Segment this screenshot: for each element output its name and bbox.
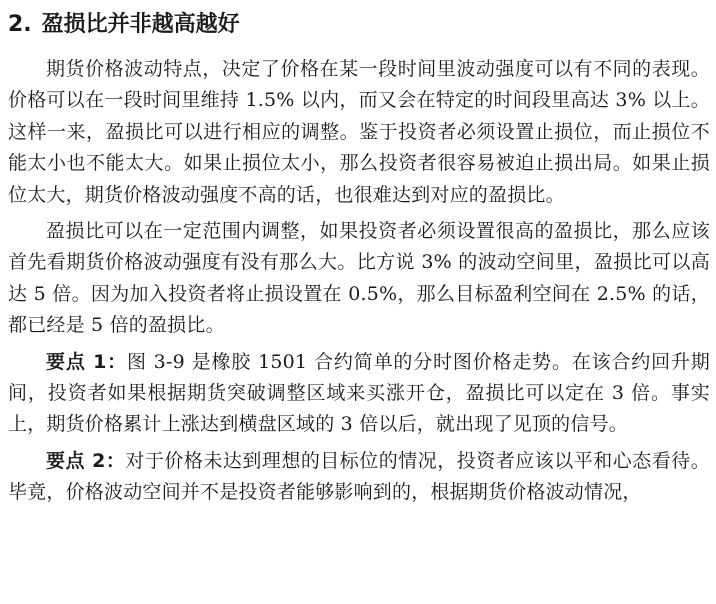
key-point-label: 要点 1： xyxy=(46,350,127,373)
paragraph-text: 图 3-9 是橡胶 1501 合约简单的分时图价格走势。在该合约回升期间，投资者如果根据期货突破调整区域来买涨开仓，盈损比可以定在 3 倍。事实上，期货价格累计上涨达到横盘区域的 3 倍以后，就出现了见顶的信号。 xyxy=(8,350,710,436)
section-title: 盈损比并非越高越好 xyxy=(41,12,240,37)
paragraph-text: 对于价格未达到理想的目标位的情况，投资者应该以平和心态看待。毕竟，价格波动空间并不是投资者能够影响到的，根据期货价格波动情况， xyxy=(8,449,710,504)
section-heading xyxy=(8,10,710,40)
section-number: 2. xyxy=(8,12,32,37)
key-point-1 xyxy=(8,347,710,441)
paragraph-volatility xyxy=(8,54,710,211)
key-point-label: 要点 2： xyxy=(46,449,126,472)
paragraph-ratio-adjustment xyxy=(8,216,710,342)
paragraph-text: 期货价格波动特点，决定了价格在某一段时间里波动强度可以有不同的表现。价格可以在一段时间里维持 1.5% 以内，而又会在特定的时间段里高达 3% 以上。这样一来，盈损比可以进行相应的调整。鉴于投资者必须设置止损位，而止损位不能太小也不能太大。如果止损位太小，那么投资者很容易被迫止损出局。如果止损位太大，期货价格波动强度不高的话，也很难达到对应的盈损比。 xyxy=(8,58,710,206)
key-point-2 xyxy=(8,446,710,509)
paragraph-text: 盈损比可以在一定范围内调整，如果投资者必须设置很高的盈损比，那么应该首先看期货价格波动强度有没有那么大。比方说 3% 的波动空间里，盈损比可以高达 5 倍。因为加入投资者将止损设置在 0.5%，那么目标盈利空间在 2.5% 的话，都已经是 5 倍的盈损比。 xyxy=(8,220,710,337)
